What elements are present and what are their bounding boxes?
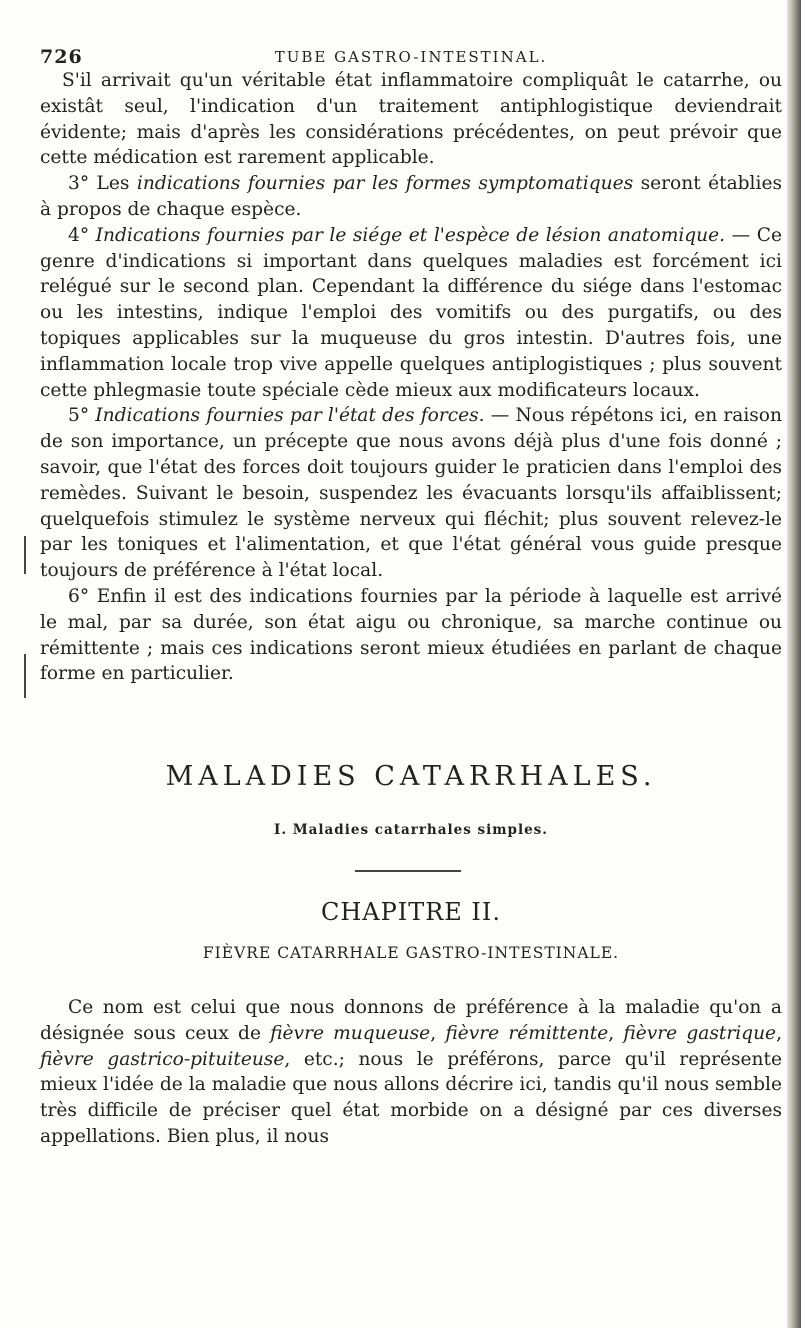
paragraph-text: , xyxy=(430,1022,446,1044)
paragraph-text: 6° Enfin il est des indications fournies par la période à laquelle est arrivé le mal, par sa durée, son état aigu ou chronique, sa marche continue ou rémittente ; mais ces indications seront mieux étudiées en parlant de chaque forme en particulier. xyxy=(40,585,782,685)
paragraph-italic: fièvre rémittente xyxy=(445,1022,609,1044)
divider-rule xyxy=(355,870,461,872)
chapter-paragraph xyxy=(40,995,782,1150)
paragraph-lead: 4° xyxy=(68,224,96,246)
margin-mark xyxy=(24,654,26,698)
paragraph-text: S'il arrivait qu'un véritable état inflammatoire compliquât le catarrhe, ou existât seul, l'indication d'un traitement antiphlogistique deviendrait évidente; mais d'après les considérations précédentes, on peut prévoir que cette médication est rarement applicable. xyxy=(40,70,782,169)
paragraph-text: — Ce genre d'indications si important dans quelques maladies est forcément ici relégué sur le second plan. Cependant la différence du siége dans l'estomac ou les intestins, indique l'emploi des vomitifs ou des purgatifs, ou des topiques applicables sur la muqueuse du gros intestin. D'autres fois, une inflammation locale trop vive appelle quelques antiplogistiques ; plus souvent cette phlegmasie toute spéciale cède mieux aux modificateurs locaux. xyxy=(40,224,782,401)
paragraph-indication-3 xyxy=(40,171,782,223)
page-number: 726 xyxy=(40,46,83,68)
paragraph-indication-4 xyxy=(40,223,782,404)
paragraph-lead: 5° xyxy=(68,405,96,427)
paragraph-italic: indications fournies par les formes symptomatiques xyxy=(136,173,634,195)
page-header xyxy=(40,46,782,70)
paragraph-text: — Nous répétons ici, en raison de son importance, un précepte que nous avons déjà plus d'une fois donné ; savoir, que l'état des forces doit toujours guider le praticien dans l'emploi des remèdes. Suivant le besoin, suspendez les évacuants lorsqu'ils affaiblissent; quelquefois stimulez le système nerveux qui fléchit; plus souvent relevez-le par les toniques et l'alimentation, et que l'état général vous guide presque toujours de préférence à l'état local. xyxy=(40,405,782,582)
paragraph-text: , etc.; nous le préférons, parce qu'il représente mieux l'idée de la maladie que nous allons décrire ici, tandis qu'il nous semble très difficile de préciser quel état morbide on a désigné par ces diverses appellations. Bien plus, il nous xyxy=(40,1048,782,1147)
chapter-subtitle: FIÈVRE CATARRHALE GASTRO-INTESTINALE. xyxy=(202,944,620,962)
paragraph-indication-6 xyxy=(40,584,782,687)
paragraph-italic: Indications fournies par l'état des forces. xyxy=(95,405,485,427)
running-title: TUBE GASTRO-INTESTINAL. xyxy=(274,48,548,66)
section-heading: MALADIES CATARRHALES. xyxy=(165,761,657,792)
paragraph-italic: fièvre gastrique xyxy=(623,1022,777,1044)
paragraph-italic: fièvre muqueuse xyxy=(270,1022,431,1044)
paragraph-italic: Indications fournies par le siége et l'espèce de lésion anatomique. xyxy=(95,224,726,246)
paragraph-text: seront établies à propos de chaque espèce. xyxy=(40,173,782,220)
page-binding-edge xyxy=(787,0,801,1328)
paragraph-lead: 3° Les xyxy=(68,173,137,195)
paragraph-italic: fièvre gastrico-pituiteuse xyxy=(40,1048,285,1070)
sub-heading: I. Maladies catarrhales simples. xyxy=(274,822,548,838)
chapter-text xyxy=(40,995,782,1150)
paragraph-text: Ce nom est celui que nous donnons de préférence à la maladie qu'on a désignée sous ceux de xyxy=(40,997,782,1044)
chapter-title: CHAPITRE II. xyxy=(320,898,502,926)
paragraph-inflammatory xyxy=(40,68,782,171)
margin-mark xyxy=(24,536,26,574)
paragraph-text: , xyxy=(776,1022,782,1044)
paragraph-indication-5 xyxy=(40,403,782,584)
body-text xyxy=(40,68,782,687)
paragraph-text: , xyxy=(608,1022,624,1044)
